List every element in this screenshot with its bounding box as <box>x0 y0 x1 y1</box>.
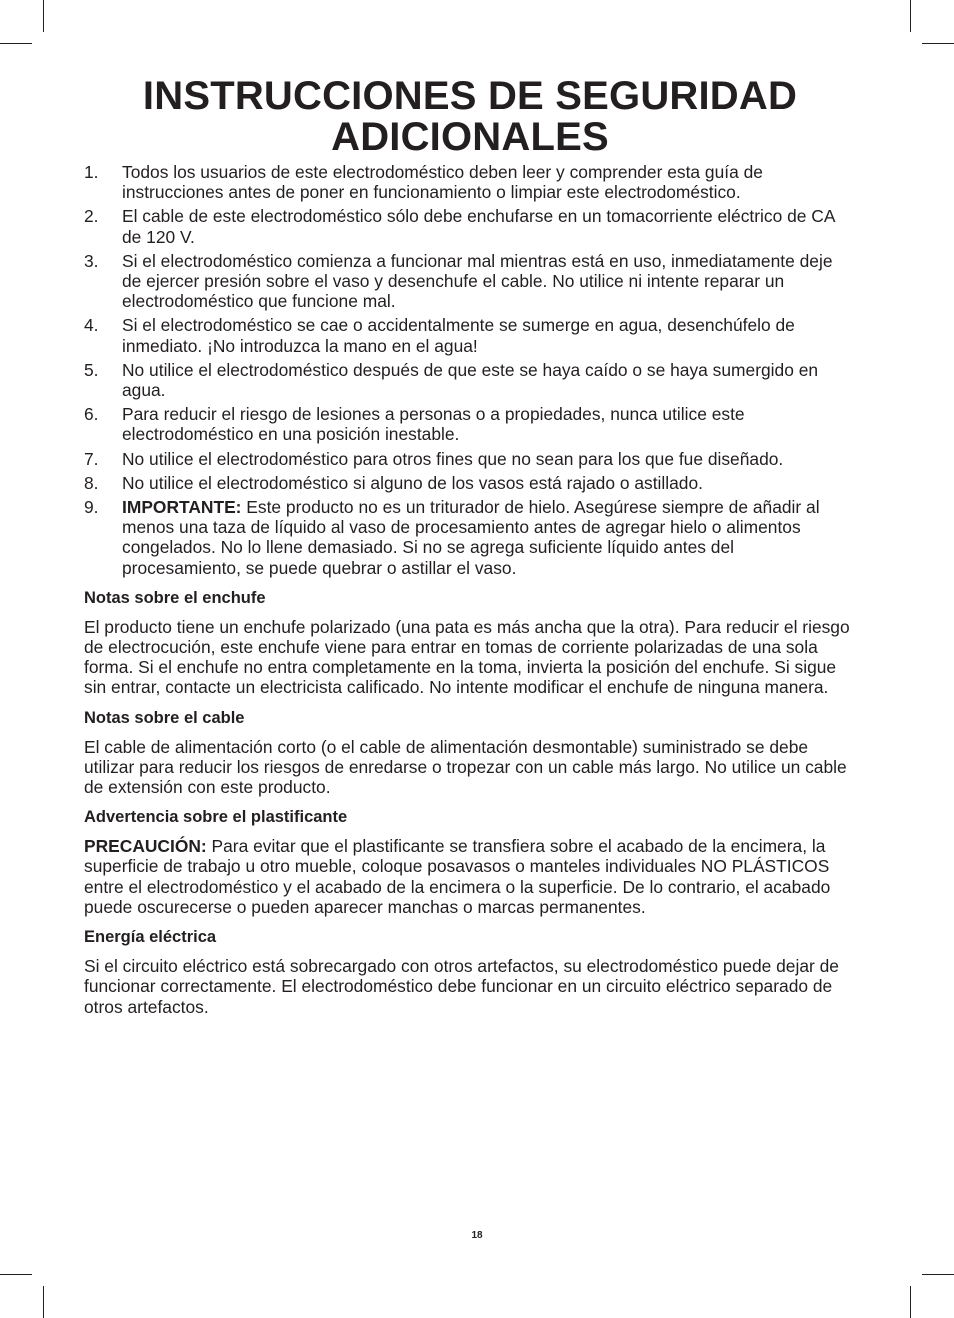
list-item-number: 9. <box>84 497 99 518</box>
plasticizer-warning-text <box>84 836 856 917</box>
safety-instructions-list <box>84 162 856 578</box>
list-item <box>84 360 856 400</box>
list-item-number: 5. <box>84 359 99 380</box>
list-item-text: Para reducir el riesgo de lesiones a personas o a propiedades, nunca utilice este electrodoméstico en una posición inestable. <box>122 404 745 445</box>
page-number: 18 <box>471 1230 483 1241</box>
crop-mark <box>0 1274 32 1275</box>
cord-notes-heading: Notas sobre el cable <box>84 708 245 727</box>
crop-mark <box>910 1286 911 1318</box>
crop-mark <box>43 0 44 32</box>
list-item-text <box>122 497 856 578</box>
caution-text: Para evitar que el plastificante se transfiera sobre el acabado de la encimera, la superficie de trabajo u otro mueble, coloque posavasos o manteles individuales NO PLÁSTICOS entre el electrodoméstico y el acabado de la encimera o la superficie. De lo contrario, el acabado puede oscurecerse o pueden aparecer manchas o marcas permanentes. <box>84 836 831 917</box>
crop-mark <box>922 1274 954 1275</box>
list-item-text: Todos los usuarios de este electrodoméstico deben leer y comprender esta guía de instrucciones antes de poner en funcionamiento o limpiar este electrodoméstico. <box>122 162 763 203</box>
list-item-text: No utilice el electrodoméstico si alguno de los vasos está rajado o astillado. <box>122 472 703 493</box>
list-item-number: 3. <box>84 250 99 271</box>
list-item <box>84 206 856 246</box>
list-item-text: No utilice el electrodoméstico para otros fines que no sean para los que fue diseñado. <box>122 448 784 469</box>
plug-notes-heading: Notas sobre el enchufe <box>84 588 266 607</box>
list-item-number: 4. <box>84 315 99 336</box>
list-item <box>84 162 856 202</box>
list-item <box>84 473 856 493</box>
list-item-number: 2. <box>84 206 99 227</box>
list-item-number: 1. <box>84 162 99 182</box>
list-item-number: 6. <box>84 404 99 425</box>
list-item-text: Si el electrodoméstico comienza a funcionar mal mientras está en uso, inmediatamente deje de ejercer presión sobre el vaso y desenchufe el cable. No utilice ni intente reparar un electrodoméstico que funcione mal. <box>122 250 833 312</box>
list-item <box>84 315 856 355</box>
list-item-number: 8. <box>84 472 99 493</box>
plasticizer-warning-heading: Advertencia sobre el plastificante <box>84 808 348 827</box>
list-item <box>84 251 856 312</box>
list-item-number: 7. <box>84 448 99 469</box>
list-item-text: El cable de este electrodoméstico sólo debe enchufarse en un tomacorriente eléctrico de CA de 120 V. <box>122 206 835 247</box>
caution-label: PRECAUCIÓN: <box>84 836 207 857</box>
page-content <box>84 76 856 1017</box>
crop-mark <box>0 43 32 44</box>
list-item-text: No utilice el electrodoméstico después de que este se haya caído o se haya sumergido en agua. <box>122 359 819 401</box>
page-title-line-1: INSTRUCCIONES DE SEGURIDAD <box>142 74 798 118</box>
crop-mark <box>922 43 954 44</box>
electric-power-heading: Energía eléctrica <box>84 928 217 947</box>
list-item <box>84 497 856 578</box>
list-item <box>84 449 856 469</box>
page-title <box>84 76 856 158</box>
cord-notes-text: El cable de alimentación corto (o el cable de alimentación desmontable) suministrado se debe utilizar para reducir los riesgos de enredarse o tropezar con un cable más largo. No utilice un cable de extensión con este producto. <box>84 736 847 798</box>
crop-mark <box>43 1286 44 1318</box>
plug-notes-text: El producto tiene un enchufe polarizado (una pata es más ancha que la otra). Para reducir el riesgo de electrocución, este enchufe viene para entrar en tomas de corriente polarizadas de una sola forma. Si el enchufe no entra completamente en la toma, invierta la posición del enchufe. Si sigue sin entrar, contacte un electricista calificado. No intente modificar el enchufe de ninguna manera. <box>84 616 850 698</box>
list-item <box>84 404 856 444</box>
electric-power-text: Si el circuito eléctrico está sobrecargado con otros artefactos, su electrodoméstico puede dejar de funcionar correctamente. El electrodoméstico debe funcionar en un circuito eléctrico separado de otros artefactos. <box>84 956 839 1017</box>
important-label: IMPORTANTE: <box>122 497 242 518</box>
list-item-text: Si el electrodoméstico se cae o accidentalmente se sumerge en agua, desenchúfelo de inmediato. ¡No introduzca la mano en el agua! <box>122 315 795 356</box>
crop-mark <box>910 0 911 32</box>
page-title-line-2: ADICIONALES <box>331 115 609 159</box>
important-text: Este producto no es un triturador de hielo. Asegúrese siempre de añadir al menos una taza de líquido al vaso de procesamiento antes de agregar hielo o alimentos congelados. No lo llene demasiado. Si no se agrega suficiente líquido antes del procesamiento, se puede quebrar o astillar el vaso. <box>122 497 820 578</box>
